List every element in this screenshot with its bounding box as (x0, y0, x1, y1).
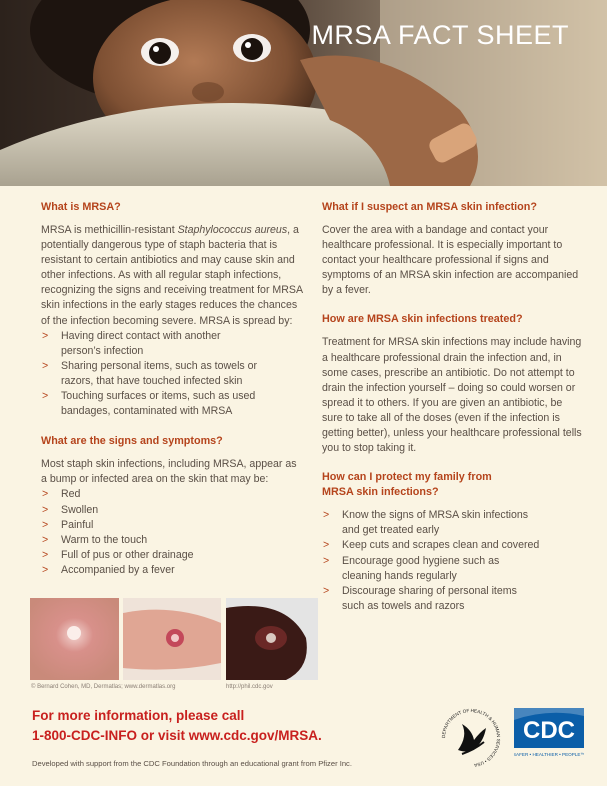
protect-heading: How can I protect my family from MRSA skin infections? (322, 471, 492, 499)
list-item: > Full of pus or other drainage (41, 548, 303, 563)
photo-credit-phil: http://phil.cdc.gov (226, 684, 273, 690)
list-item: > Red (41, 487, 303, 502)
infection-photo-2 (123, 598, 221, 680)
treated-heading: How are MRSA skin infections treated? (322, 313, 523, 326)
list-item: > Touching surfaces or items, such as used bandages, contaminated with MRSA (41, 389, 303, 419)
list-item: > Accompanied by a fever (41, 563, 303, 578)
what-body-italic: Staphylococcus aureus (177, 224, 288, 236)
hhs-ring-text: DEPARTMENT OF HEALTH & HUMAN SERVICES • USA (440, 707, 502, 768)
what-body-text: MRSA is methicillin-resistant (41, 224, 178, 236)
funding-note: Developed with support from the CDC Foundation through an educational grant from Pfizer Inc. (32, 759, 352, 768)
page-title: MRSA FACT SHEET (311, 20, 569, 50)
list-item: > Painful (41, 518, 303, 533)
list-item: > Encourage good hygiene such as cleaning hands regularly (322, 554, 582, 584)
list-item: > Having direct contact with another person’s infection (41, 329, 303, 359)
hhs-logo (438, 706, 504, 770)
infection-photo-1 (30, 598, 119, 680)
suspect-body: Cover the area with a bandage and contact your healthcare professional. It is especially important to contact your healthcare professional if signs and symptoms of an MRSA skin infection are accompanied by a fever. (322, 224, 579, 297)
list-item: > Discourage sharing of personal items such as towels and razors (322, 584, 582, 614)
cdc-text: CDC (523, 717, 575, 744)
cdc-tagline: SAFER • HEALTHIER • PEOPLE™ (514, 752, 584, 757)
suspect-heading: What if I suspect an MRSA skin infection? (322, 201, 537, 213)
what-body-text-cont: , a potentially dangerous type of staph bacteria that is resistant to certain antibiotics and may cause skin and other infections. As with all regular staph infections, recognizing the signs and receiving treatment for MRSA skin infections in the early stages reduces the chances of the infection becoming severe. MRSA is spread by: (41, 224, 303, 327)
treated-body: Treatment for MRSA skin infections may include having a healthcare professional drain the infection and, in some cases, prescribe an antibiotic. Do not attempt to drain the infection yourself – doing so could worsen or spread it to others. If you are given an antibiotic, be sure to take all of the doses (even if the infection is getting better), unless your healthcare professional tells you to stop taking it. (322, 336, 582, 455)
list-item: > Keep cuts and scrapes clean and covered (322, 538, 582, 553)
hero-photo (0, 0, 607, 186)
infection-photo-3 (226, 598, 318, 680)
cdc-logo (514, 708, 584, 760)
contact-line-1: For more information, please call (32, 708, 245, 723)
contact-line-2: 1-800-CDC-INFO or visit www.cdc.gov/MRSA. (32, 728, 322, 743)
list-item: > Warm to the touch (41, 533, 303, 548)
what-is-mrsa-heading: What is MRSA? (41, 201, 121, 213)
photo-credit-dermatlas: © Bernard Cohen, MD, Dermatlas; www.dermatlas.org (31, 684, 176, 690)
list-item: > Know the signs of MRSA skin infections and get treated early (322, 508, 582, 538)
signs-list (41, 487, 303, 578)
spread-list (41, 329, 303, 420)
list-item: > Swollen (41, 503, 303, 518)
signs-heading: What are the signs and symptoms? (41, 435, 223, 448)
left-column (41, 200, 303, 578)
what-is-mrsa-body (41, 223, 303, 329)
list-item: > Sharing personal items, such as towels or razors, that have touched infected skin (41, 359, 303, 389)
protect-list (322, 508, 582, 614)
contact-info (32, 706, 432, 746)
right-column (322, 200, 582, 614)
signs-body: Most staph skin infections, including MRSA, appear as a bump or infected area on the skin that may be: (41, 458, 297, 486)
